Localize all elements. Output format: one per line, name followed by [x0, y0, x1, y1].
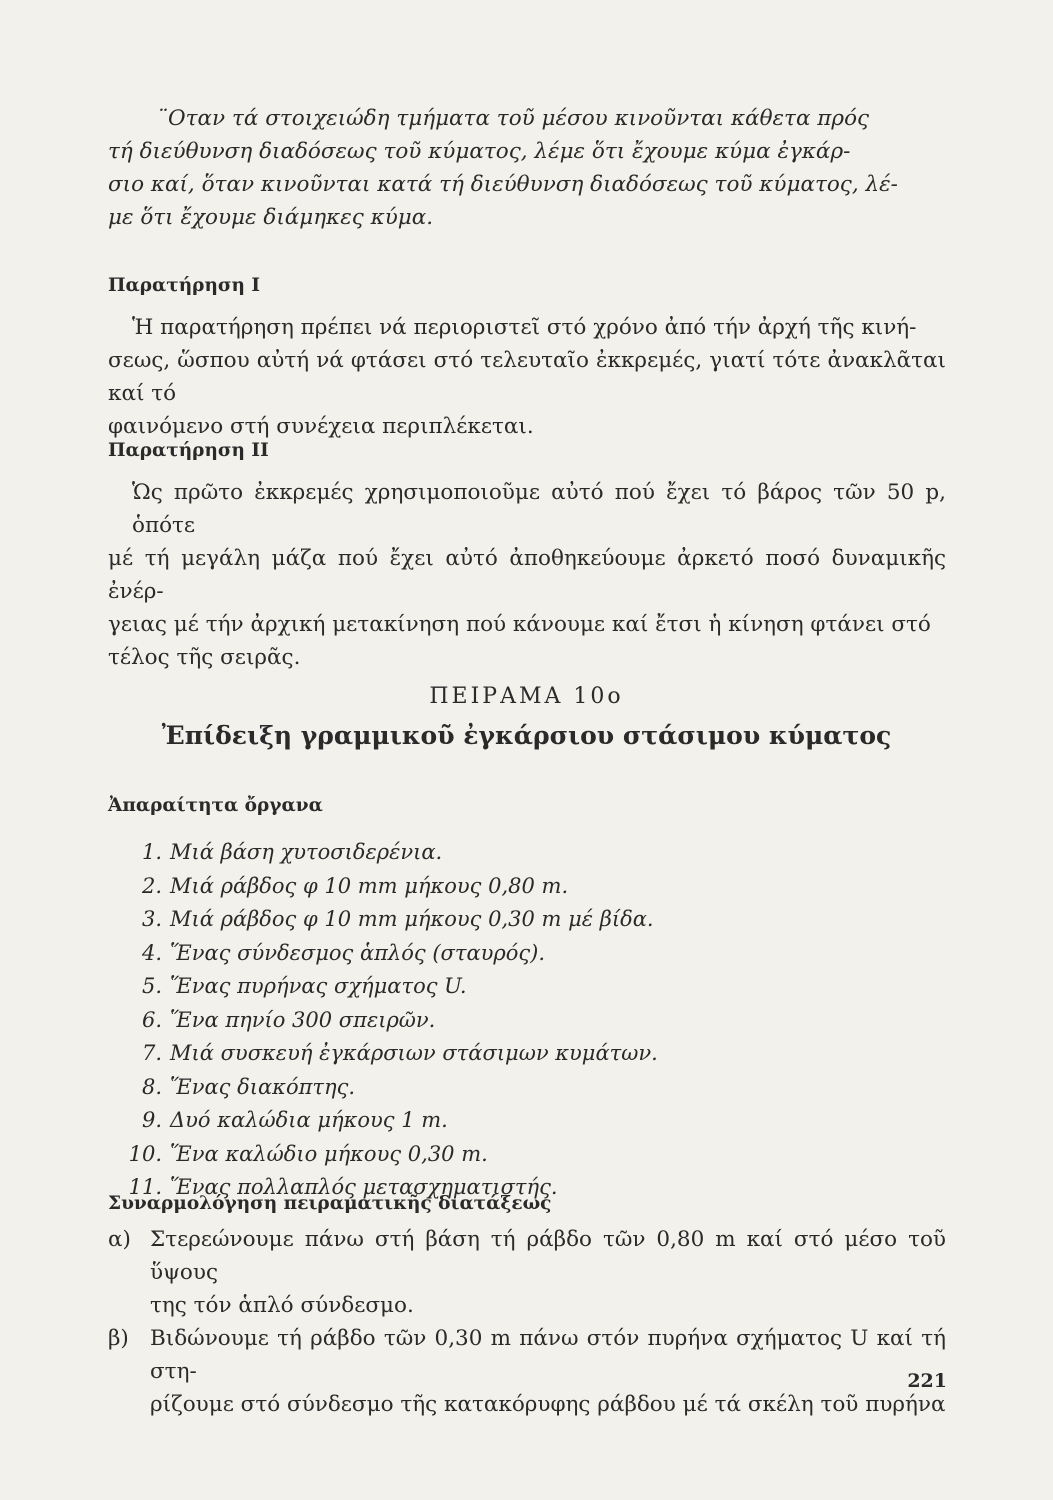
list-item	[118, 1104, 658, 1138]
item-text: Μιά ράβδος φ 10 mm μήκους 0,30 m μέ βίδα.	[170, 907, 654, 931]
step-line: Στερεώνουμε πάνω στή βάση τή ράβδο τῶν 0,80 m καί στό μέσο τοῦ ὕψους	[150, 1227, 946, 1285]
list-item	[118, 1004, 658, 1038]
remark1-line: σεως, ὥσπου αὐτή νά φτάσει στό τελευταῖο ἐκκρεμές, γιατί τότε ἀνακλᾶται καί τό	[108, 348, 946, 406]
list-item	[118, 870, 658, 904]
remark1-line: φαινόμενο στή συνέχεια περιπλέκεται.	[108, 414, 534, 439]
intro-paragraph	[108, 102, 946, 234]
step-line: της τόν ἁπλό σύνδεσμο.	[150, 1293, 414, 1318]
item-number: 1.	[141, 840, 162, 864]
list-item	[118, 1138, 658, 1172]
experiment-title: ΠΕΙΡΑΜΑ 10ο	[429, 684, 624, 709]
item-text: Μιά συσκευή ἐγκάρσιων στάσιμων κυμάτων.	[170, 1041, 658, 1065]
assembly-steps	[108, 1223, 946, 1421]
item-text: Μιά ράβδος φ 10 mm μήκους 0,80 m.	[170, 873, 569, 898]
step-line: Βιδώνουμε τή ράβδο τῶν 0,30 m πάνω στόν πυρήνα σχήματος U καί τή στη-	[150, 1326, 946, 1384]
item-number: 9.	[141, 1108, 162, 1132]
intro-line: ̈Οταν τά στοιχειώδη τμήματα τοῦ μέσου κινοῦνται κάθετα πρός	[168, 106, 870, 131]
assembly-step	[108, 1322, 946, 1421]
item-text: Ἕνα καλώδιο μήκους 0,30 m.	[170, 1141, 488, 1166]
item-number: 6.	[141, 1007, 162, 1032]
item-number: 7.	[141, 1041, 162, 1065]
remark2-line: Ὡς πρῶτο ἐκκρεμές χρησιμοποιοῦμε αὐτό πού ἔχει τό βάρος τῶν 50 p, ὁπότε	[132, 480, 946, 538]
experiment-subtitle: Ἐπίδειξη γραμμικοῦ ἐγκάρσιου στάσιμου κύματος	[161, 721, 892, 750]
item-number: 2.	[141, 873, 162, 898]
item-number: 11.	[128, 1175, 162, 1199]
equipment-heading: Ἀπαραίτητα ὄργανα	[108, 795, 323, 816]
equipment-list	[118, 836, 658, 1205]
item-number: 4.	[141, 940, 162, 965]
intro-line: τή διεύθυνση διαδόσεως τοῦ κύματος, λέμε ὅτι ἔχουμε κύμα ἐγκάρ-	[108, 139, 851, 164]
item-text: Ἕνας σύνδεσμος ἁπλός (σταυρός).	[170, 940, 546, 965]
item-text: Δυό καλώδια μήκους 1 m.	[170, 1108, 448, 1132]
page-number: 221	[907, 1370, 947, 1392]
assembly-step	[108, 1223, 946, 1322]
step-label: α)	[108, 1227, 131, 1252]
item-number: 3.	[141, 907, 162, 931]
intro-line: σιο καί, ὅταν κινοῦνται κατά τή διεύθυνση διαδόσεως τοῦ κύματος, λέ-	[108, 172, 898, 197]
remark2-heading: Παρατήρηση ΙΙ	[108, 440, 269, 461]
list-item	[118, 1037, 658, 1071]
remark2-line: γειας μέ τήν ἀρχική μετακίνηση πού κάνουμε καί ἔτσι ἡ κίνηση φτάνει στό	[108, 612, 931, 637]
intro-line: με ὅτι ἔχουμε διάμηκες κύμα.	[108, 205, 434, 230]
remark2-line: τέλος τῆς σειρᾶς.	[108, 645, 301, 670]
item-text: Ἕνας διακόπτης.	[170, 1074, 356, 1099]
step-line: ρίζουμε στό σύνδεσμο τῆς κατακόρυφης ράβδου μέ τά σκέλη τοῦ πυρήνα	[150, 1392, 946, 1417]
remark1-paragraph	[108, 311, 946, 443]
step-label: β)	[108, 1326, 129, 1351]
assembly-heading: Συναρμολόγηση πειραματικῆς διατάξεως	[108, 1193, 552, 1214]
remark2-paragraph	[108, 476, 946, 674]
list-item	[118, 836, 658, 870]
list-item	[118, 903, 658, 937]
list-item	[118, 937, 658, 971]
item-text: Ἕνας πολλαπλός μετασχηματιστής.	[170, 1175, 558, 1199]
remark1-line: Ἡ παρατήρηση πρέπει νά περιοριστεῖ στό χρόνο ἀπό τήν ἀρχή τῆς κινή-	[132, 315, 917, 340]
list-item	[118, 970, 658, 1004]
item-text: Ἕνα πηνίο 300 σπειρῶν.	[170, 1007, 436, 1032]
item-number: 5.	[141, 974, 162, 998]
item-number: 10.	[128, 1141, 162, 1166]
item-text: Μιά βάση χυτοσιδερένια.	[170, 840, 443, 864]
item-text: Ἕνας πυρήνας σχήματος U.	[170, 974, 467, 998]
remark2-line: μέ τή μεγάλη μάζα πού ἔχει αὐτό ἀποθηκεύουμε ἀρκετό ποσό δυναμικῆς ἐνέρ-	[108, 546, 946, 604]
remark1-heading: Παρατήρηση Ι	[108, 275, 261, 296]
item-number: 8.	[141, 1074, 162, 1099]
list-item	[118, 1071, 658, 1105]
